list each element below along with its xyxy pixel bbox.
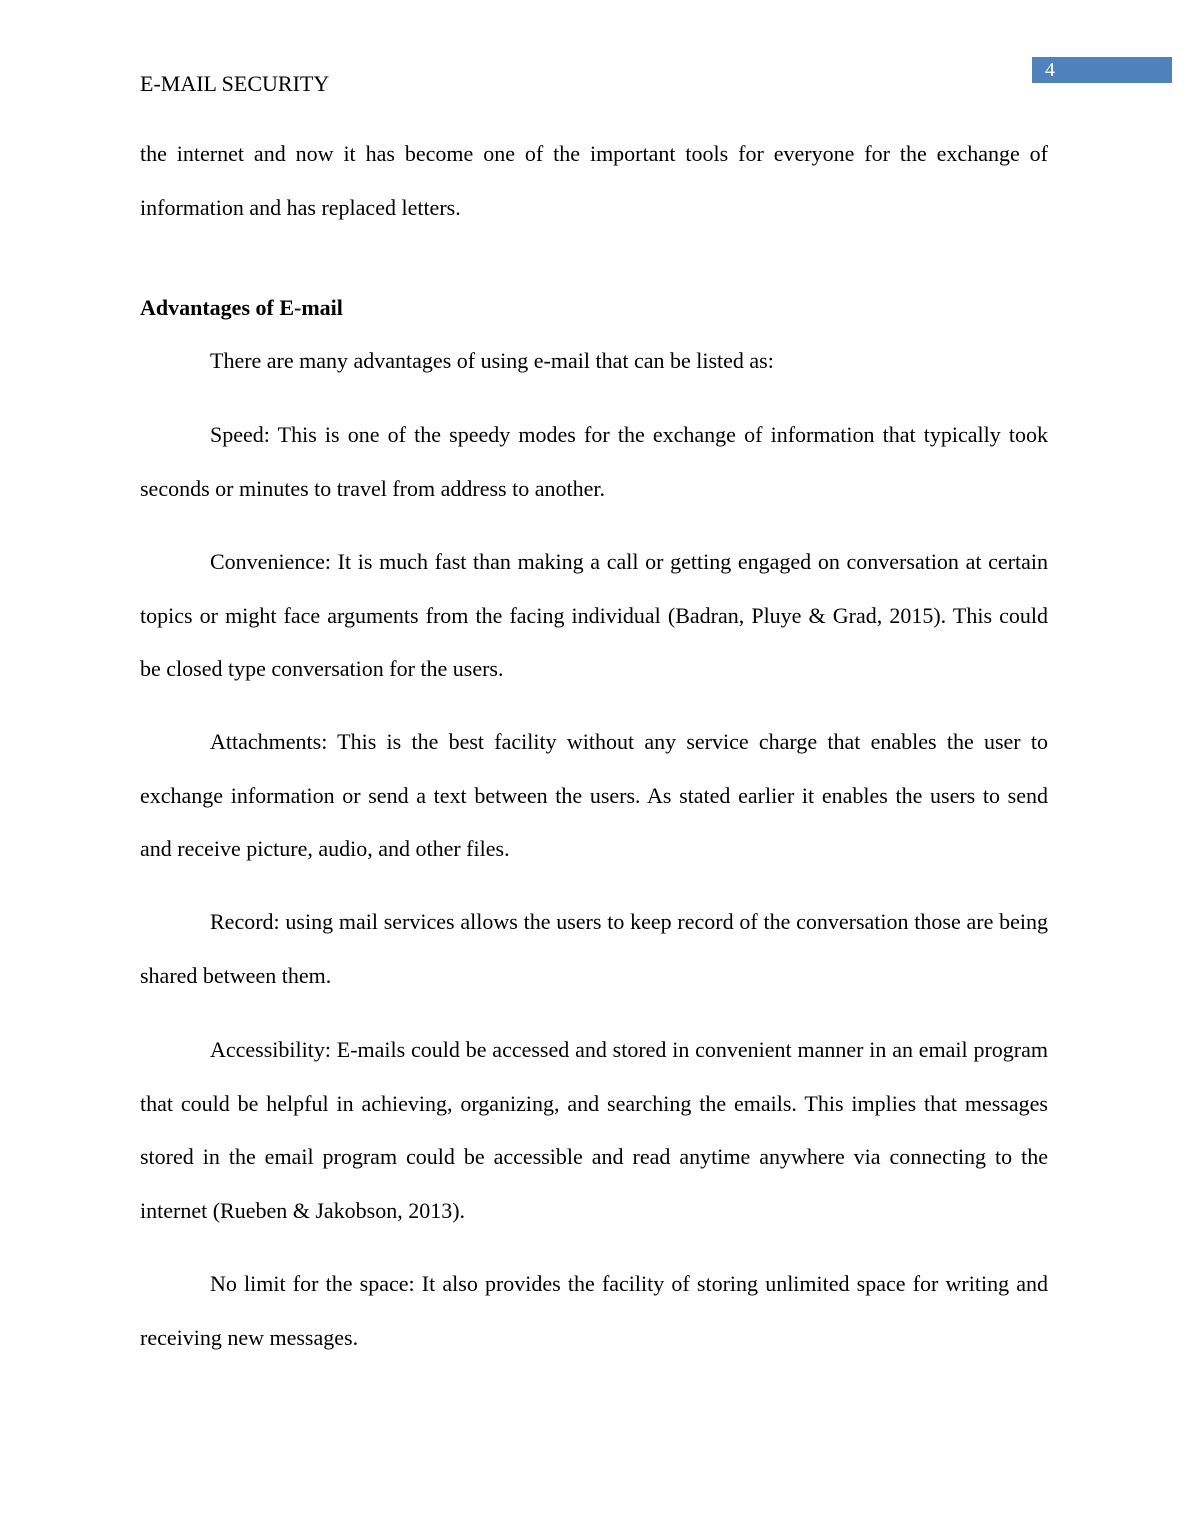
lead-in-paragraph: There are many advantages of using e-mail that can be listed as: [210,348,774,373]
convenience-paragraph: Convenience: It is much fast than making a call or getting engaged on conversation at certain topics or might face arguments from the facing individual (Badran, Pluye & Grad, 2015). This could be closed type conversation for the users. [140,549,1048,682]
intro-continuation-paragraph: the internet and now it has become one of the important tools for everyone for the exchange of information and has replaced letters. [140,141,1048,220]
page-number: 4 [1032,57,1172,83]
accessibility-paragraph: Accessibility: E-mails could be accessed and stored in convenient manner in an email program that could be helpful in achieving, organizing, and searching the emails. This implies that messages stored in the email program could be accessible and read anytime anywhere via connecting to the internet (Rueben & Jakobson, 2013). [140,1037,1048,1224]
speed-paragraph: Speed: This is one of the speedy modes for the exchange of information that typically took seconds or minutes to travel from address to another. [140,422,1048,501]
attachments-paragraph: Attachments: This is the best facility without any service charge that enables the user to exchange information or send a text between the users. As stated earlier it enables the users to send and receive picture, audio, and other files. [140,729,1048,862]
section-heading: Advantages of E-mail [140,295,343,320]
record-paragraph: Record: using mail services allows the users to keep record of the conversation those are being shared between them. [140,909,1048,988]
running-head: E-MAIL SECURITY [140,71,330,96]
no-limit-paragraph: No limit for the space: It also provides the facility of storing unlimited space for writing and receiving new messages. [140,1271,1048,1350]
